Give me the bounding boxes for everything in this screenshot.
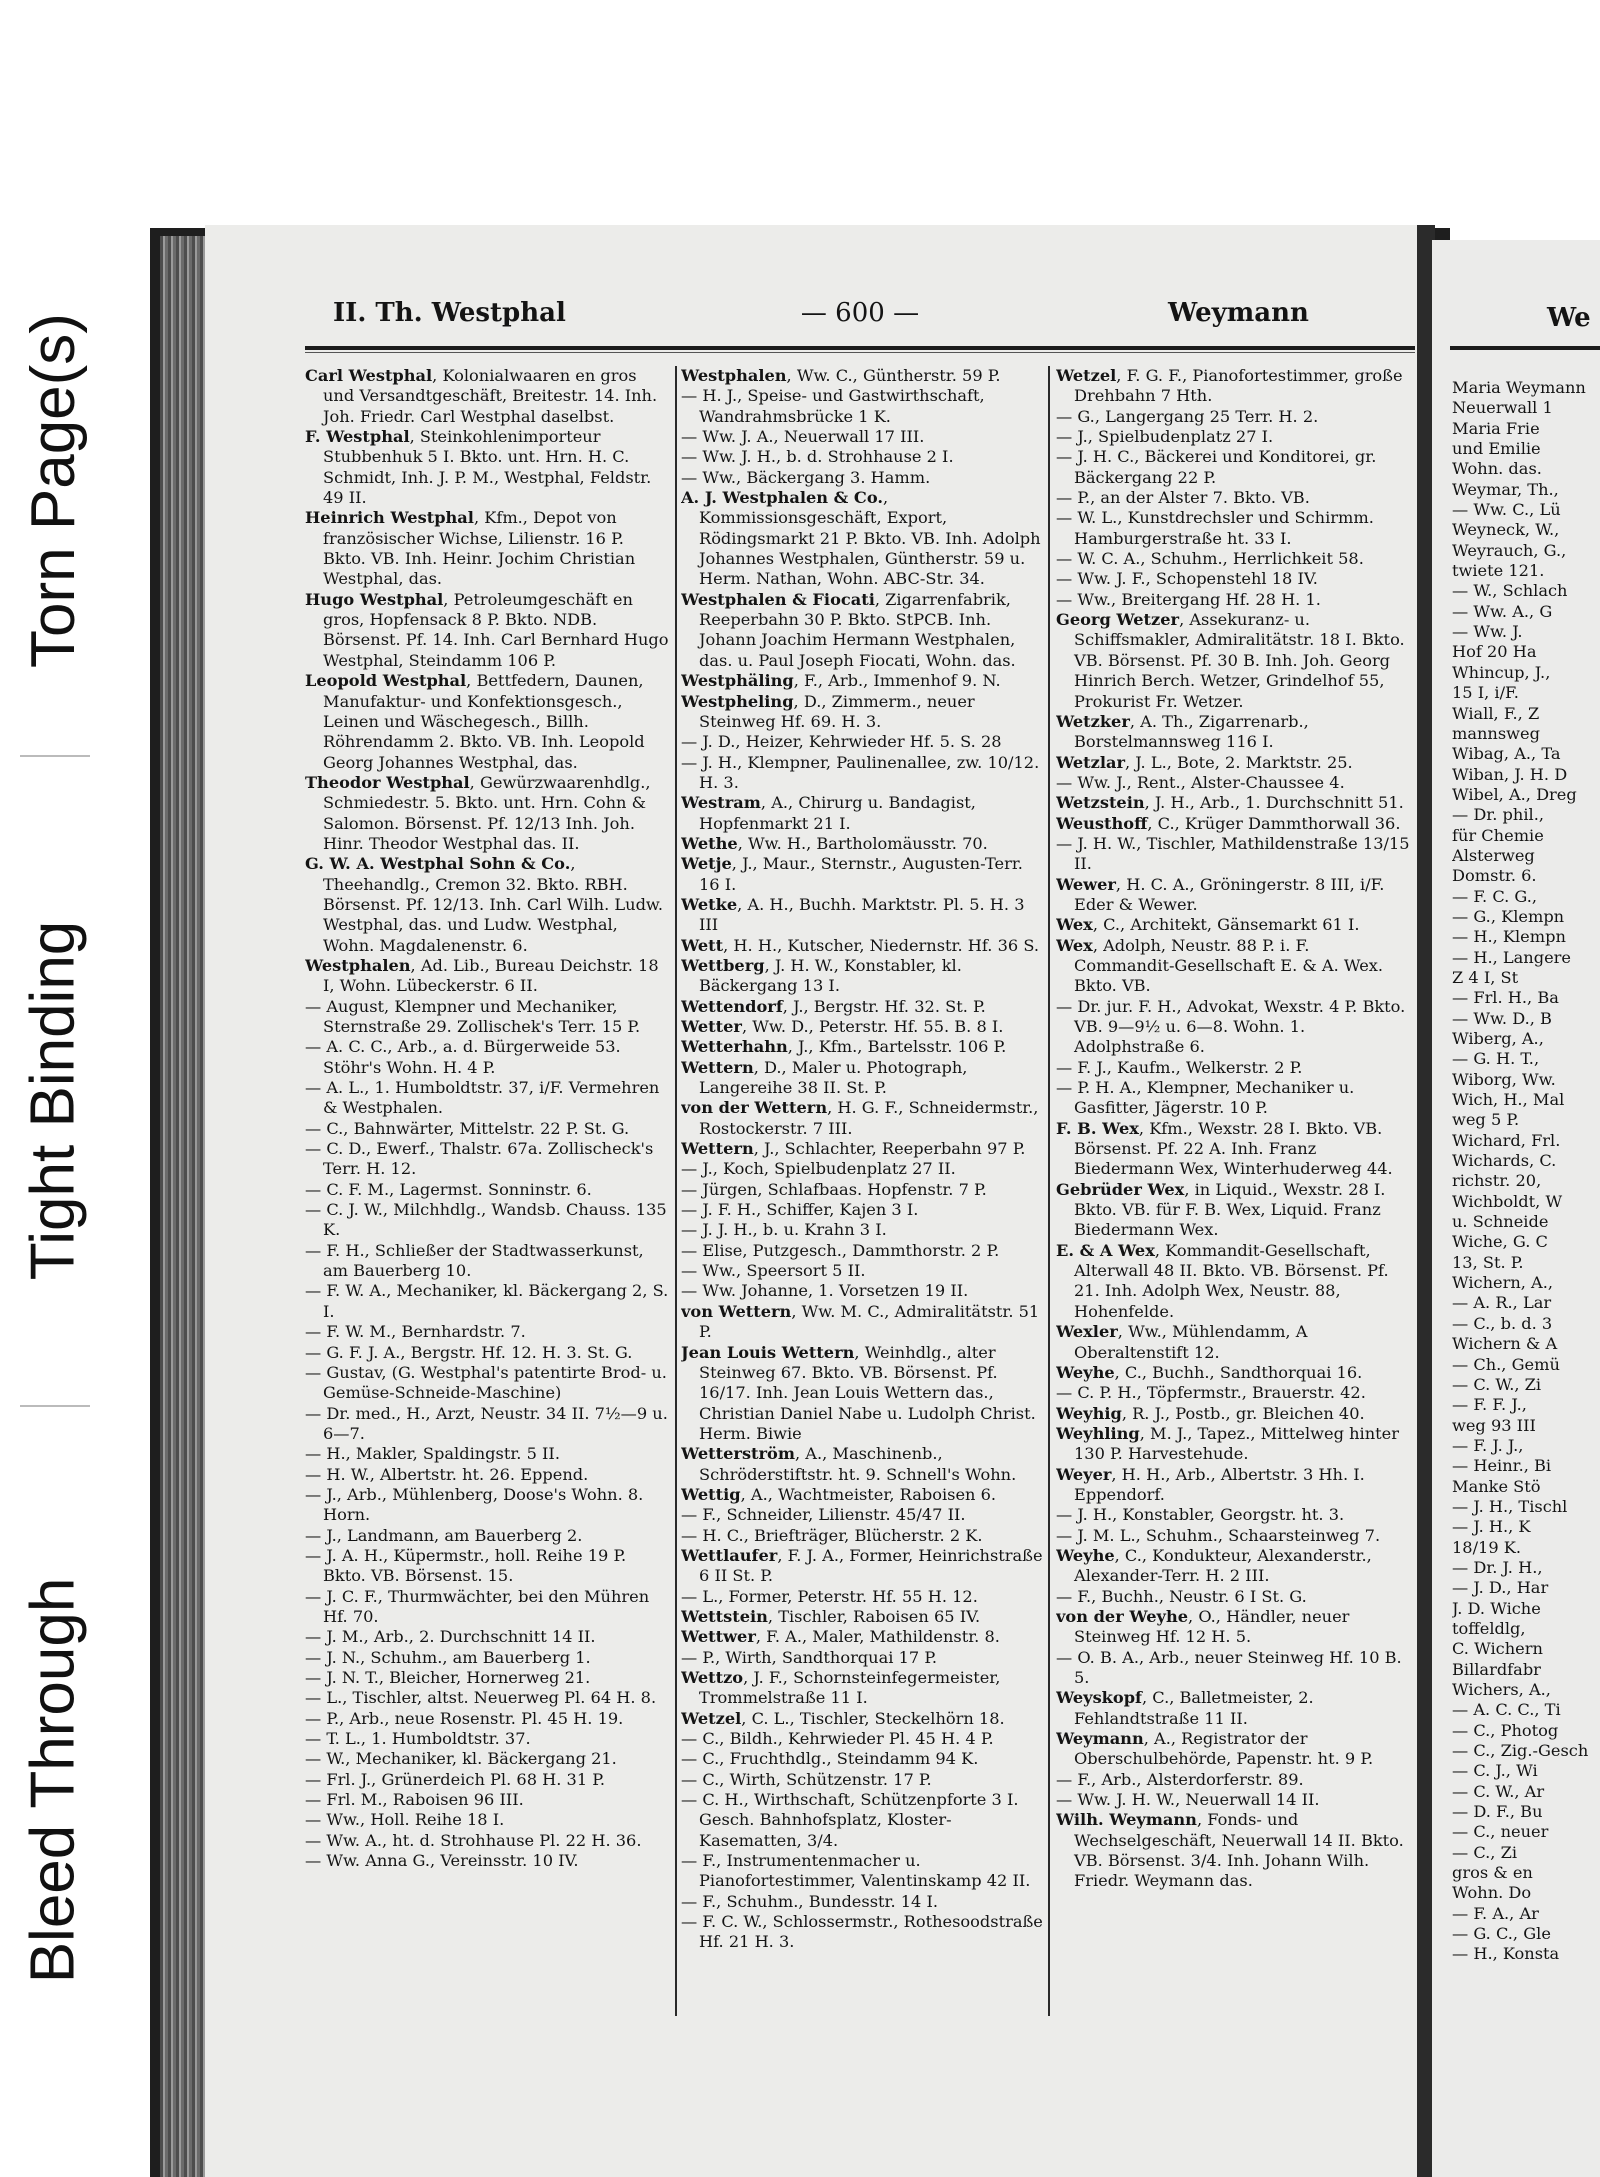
next-page-line: — J. H., K: [1452, 1517, 1531, 1537]
directory-entry: — Ww. A., ht. d. Strohhause Pl. 22 H. 36.: [305, 1830, 642, 1850]
directory-entry: — Frl. J., Grünerdeich Pl. 68 H. 31 P.: [305, 1769, 606, 1789]
directory-entry: Weusthoff, C., Krüger Dammthorwall 36.: [1056, 813, 1401, 833]
directory-entry: — G., Langergang 25 Terr. H. 2.: [1056, 406, 1319, 426]
next-page-line: Weyrauch, G.,: [1452, 540, 1567, 560]
directory-entry: Wexler, Ww., Mühlendamm, A Oberaltenstift 12.: [1056, 1322, 1308, 1362]
next-page-line: — C., neuer: [1452, 1822, 1549, 1842]
next-page-line: Wiborg, Ww.: [1452, 1069, 1556, 1089]
directory-entry: F. B. Wex, Kfm., Wexstr. 28 I. Bkto. VB. Börsenst. Pf. 22 A. Inh. Franz Biedermann Wex, Winterhuderweg 44.: [1056, 1118, 1393, 1179]
next-page-line: weg 5 P.: [1452, 1110, 1520, 1130]
next-page-line: — G., Klempn: [1452, 906, 1565, 926]
next-page-line: — Frl. H., Ba: [1452, 988, 1559, 1008]
directory-entry: — Ww. J. F., Schopenstehl 18 IV.: [1056, 569, 1318, 589]
directory-entry: von der Weyhe, O., Händler, neuer Steinweg Hf. 12 H. 5.: [1056, 1606, 1350, 1647]
next-page-line: twiete 121.: [1452, 561, 1545, 581]
next-page-line: — C. W., Zi: [1452, 1374, 1542, 1394]
directory-entry: — J. N. T., Bleicher, Hornerweg 21.: [305, 1668, 591, 1687]
directory-entry: Gebrüder Wex, in Liquid., Wexstr. 28 I. Bkto. VB. für F. B. Wex, Liquid. Franz Biedermann Wex.: [1056, 1179, 1386, 1240]
directory-entry: — P. H. A., Klempner, Mechaniker u. Gasfitter, Jägerstr. 10 P.: [1056, 1078, 1355, 1118]
next-page-line: — F. C. G.,: [1452, 886, 1538, 906]
next-page-line: — Ww. A., G: [1452, 601, 1553, 621]
directory-entry: — L., Tischler, altst. Neuerweg Pl. 64 H. 8.: [305, 1688, 657, 1708]
directory-entry: — J., Spielbudenplatz 27 I.: [1056, 427, 1274, 447]
directory-entry: — J. D., Heizer, Kehrwieder Hf. 5. S. 28: [681, 732, 1002, 752]
directory-entry: — A. C. C., Arb., a. d. Bürgerweide 53. Stöhr's Wohn. H. 4 P.: [305, 1037, 621, 1077]
directory-entry: — P., an der Alster 7. Bkto. VB.: [1056, 488, 1310, 508]
directory-entry: — C., Fruchthdlg., Steindamm 94 K.: [681, 1749, 979, 1769]
directory-column-2: [681, 366, 1043, 2026]
directory-entry: — F., Arb., Alsterdorferstr. 89.: [1056, 1769, 1304, 1789]
label-separator: [20, 755, 90, 757]
directory-entry: — P., Wirth, Sandthorquai 17 P.: [681, 1647, 938, 1667]
next-page-line: Maria Frie: [1452, 418, 1540, 438]
bleed-through-label: Bleed Through: [18, 1577, 88, 1983]
next-page-line: Whincup, J.,: [1452, 662, 1551, 682]
directory-entry: Wett, H. H., Kutscher, Niedernstr. Hf. 36 S.: [681, 935, 1039, 955]
directory-entry: Westphäling, F., Arb., Immenhof 9. N.: [681, 671, 1001, 691]
next-page-line: Maria Weymann: [1452, 378, 1586, 397]
directory-entry: Wilh. Weymann, Fonds- und Wechselgeschäft, Neuerwall 14 II. Bkto. VB. Börsenst. 3/4. Inh. Johann Wilh. Friedr. Weymann das.: [1056, 1810, 1404, 1891]
directory-entry: — F., Instrumentenmacher u. Pianofortestimmer, Valentinskamp 42 II.: [681, 1851, 1031, 1891]
directory-entry: — C. F. M., Lagermst. Sonninstr. 6.: [305, 1179, 592, 1199]
directory-entry: Wetzel, F. G. F., Pianofortestimmer, große Drehbahn 7 Hth.: [1056, 366, 1403, 406]
next-page-line: — C. W., Ar: [1452, 1781, 1545, 1801]
directory-entry: Wettig, A., Wachtmeister, Raboisen 6.: [681, 1484, 997, 1504]
directory-entry: — J. H., Konstabler, Georgstr. ht. 3.: [1056, 1505, 1345, 1525]
directory-entry: von der Wettern, H. G. F., Schneidermstr., Rostockerstr. 7 III.: [681, 1098, 1039, 1138]
directory-entry: — Dr. med., H., Arzt, Neustr. 34 II. 7½—9 u. 6—7.: [305, 1403, 668, 1443]
next-page-line: für Chemie: [1452, 825, 1544, 845]
directory-entry: — Ww., Breitergang Hf. 28 H. 1.: [1056, 589, 1321, 609]
directory-entry: — Ww., Speersort 5 II.: [681, 1261, 866, 1281]
next-page-line: — C. J., Wi: [1452, 1761, 1538, 1781]
directory-entry: Wettstein, Tischler, Raboisen 65 IV.: [681, 1606, 981, 1626]
next-page-line: Wichern, A.,: [1452, 1273, 1554, 1293]
next-page-line: Wichard, Frl.: [1452, 1130, 1561, 1150]
next-page-line: Wiban, J. H. D: [1452, 764, 1568, 784]
column-divider: [675, 366, 677, 2016]
directory-entry: — Ww. Johanne, 1. Vorsetzen 19 II.: [681, 1281, 969, 1301]
directory-entry: Wetje, J., Maur., Sternstr., Augusten-Terr. 16 I.: [681, 854, 1023, 894]
directory-entry: Wettern, J., Schlachter, Reeperbahn 97 P.: [681, 1139, 1026, 1159]
directory-entry: — F., Buchh., Neustr. 6 I St. G.: [1056, 1586, 1307, 1606]
next-page-line: Alsterweg: [1452, 845, 1535, 865]
next-page-line: — D. F., Bu: [1452, 1802, 1543, 1822]
next-page-line: gros & en: [1452, 1863, 1533, 1883]
next-page-line: Wiche, G. C: [1452, 1232, 1548, 1252]
directory-entry: — J. A. H., Küpermstr., holl. Reihe 19 P. Bkto. VB. Börsenst. 15.: [305, 1545, 627, 1586]
next-page-line: und Emilie: [1452, 439, 1541, 459]
directory-entry: Weyhig, R. J., Postb., gr. Bleichen 40.: [1056, 1403, 1365, 1423]
directory-entry: Wettern, D., Maler u. Photograph, Langereihe 38 II. St. P.: [681, 1057, 968, 1098]
directory-entry: — C. D., Ewerf., Thalstr. 67a. Zollischeck's Terr. H. 12.: [305, 1139, 654, 1179]
next-page-line: — A. C. C., Ti: [1452, 1700, 1561, 1720]
directory-entry: — H., Makler, Spaldingstr. 5 II.: [305, 1444, 560, 1464]
directory-entry: Wetzlar, J. L., Bote, 2. Marktstr. 25.: [1056, 752, 1353, 772]
directory-entry: — C., Wirth, Schützenstr. 17 P.: [681, 1769, 932, 1789]
next-page-line: — G. C., Gle: [1452, 1924, 1551, 1944]
next-page-line: 18/19 K.: [1452, 1537, 1522, 1557]
next-page-running-head: We: [1547, 303, 1591, 333]
next-page-line: Wiberg, A.,: [1452, 1029, 1544, 1048]
next-page-line: mannsweg: [1452, 723, 1540, 743]
directory-entry: — J. F. H., Schiffer, Kajen 3 I.: [681, 1200, 919, 1220]
directory-entry: — Dr. jur. F. H., Advokat, Wexstr. 4 P. Bkto. VB. 9—9½ u. 6—8. Wohn. 1. Adolphstraße 6.: [1056, 996, 1406, 1057]
next-page-line: Z 4 I, St: [1452, 967, 1519, 987]
next-page-line: — G. H. T.,: [1452, 1049, 1540, 1069]
directory-entry: Wetzstein, J. H., Arb., 1. Durchschnitt 51.: [1056, 793, 1404, 813]
directory-entry: — Jürgen, Schlafbaas. Hopfenstr. 7 P.: [681, 1179, 987, 1199]
next-page-line: — F. F. J.,: [1452, 1395, 1527, 1415]
next-page-line: — C., b. d. 3: [1452, 1313, 1553, 1333]
directory-entry: Jean Louis Wettern, Weinhdlg., alter Steinweg 67. Bkto. VB. Börsenst. Pf. 16/17. Inh. Jean Louis Wettern das., Christian Daniel Nabe u. Ludolph Christ. Herm. Biwie: [681, 1342, 1036, 1443]
directory-entry: — F. C. W., Schlossermstr., Rothesoodstraße Hf. 21 H. 3.: [681, 1912, 1043, 1952]
directory-entry: — A. L., 1. Humboldtstr. 37, i/F. Vermehren & Westphalen.: [305, 1078, 660, 1118]
running-head-left: II. Th. Westphal: [333, 298, 566, 328]
directory-entry: — P., Arb., neue Rosenstr. Pl. 45 H. 19.: [305, 1708, 624, 1728]
directory-entry: Wetzel, C. L., Tischler, Steckelhörn 18.: [681, 1708, 1005, 1728]
next-page-line: — J. D., Har: [1452, 1578, 1549, 1598]
directory-column-3: [1056, 366, 1412, 2026]
next-page-line: — H., Konsta: [1452, 1944, 1560, 1964]
next-page-rule: [1450, 346, 1600, 350]
next-page-line: Billardfabr: [1452, 1659, 1541, 1679]
directory-entry: Georg Wetzer, Assekuranz- u. Schiffsmakler, Admiralitätstr. 18 I. Bkto. VB. Börsenst. Pf. 30 B. Inh. Joh. Georg Hinrich Berch. Wetzer, Grindelhof 55, Prokurist Fr. Wetzer.: [1056, 610, 1405, 711]
directory-entry: — J. M. L., Schuhm., Schaarsteinweg 7.: [1056, 1525, 1381, 1545]
next-page-line: — H., Langere: [1452, 947, 1571, 967]
next-page-line: Wichboldt, W: [1452, 1191, 1563, 1211]
directory-entry: — F. W. A., Mechaniker, kl. Bäckergang 2, S. I.: [305, 1281, 669, 1321]
directory-entry: — C. H., Wirthschaft, Schützenpforte 3 I. Gesch. Bahnhofsplatz, Kloster-Kasematten, 3/4.: [681, 1790, 1019, 1850]
header-rule: [305, 346, 1415, 350]
directory-entry: — C. P. H., Töpfermstr., Brauerstr. 42.: [1056, 1383, 1366, 1403]
directory-entry: — Ww. J. A., Neuerwall 17 III.: [681, 427, 925, 447]
page-stack-edge: [160, 236, 208, 2177]
directory-entry: Heinrich Westphal, Kfm., Depot von französischer Wichse, Lilienstr. 16 P. Bkto. VB. Inh. Heinr. Jochim Christian Westphal, das.: [305, 508, 636, 589]
next-page-line: — Ww. C., Lü: [1452, 500, 1561, 520]
directory-entry: von Wettern, Ww. M. C., Admiralitätstr. 51 P.: [681, 1301, 1040, 1342]
next-page-line: Neuerwall 1: [1452, 398, 1553, 418]
next-page-line: C. Wichern: [1452, 1639, 1543, 1659]
directory-entry: — J. M., Arb., 2. Durchschnitt 14 II.: [305, 1627, 596, 1647]
directory-entry: Westram, A., Chirurg u. Bandagist, Hopfenmarkt 21 I.: [681, 793, 976, 833]
directory-entry: Wettzo, J. F., Schornsteinfegermeister, Trommelstraße 11 I.: [681, 1668, 1001, 1708]
next-page-line: — J. H., Tischl: [1452, 1496, 1568, 1516]
next-page-line: — C., Zi: [1452, 1842, 1518, 1862]
directory-entry: — W. L., Kunstdrechsler und Schirmm. Hamburgerstraße ht. 33 I.: [1056, 508, 1374, 548]
directory-entry: — W., Mechaniker, kl. Bäckergang 21.: [305, 1749, 617, 1769]
directory-entry: — J., Arb., Mühlenberg, Doose's Wohn. 8. Horn.: [305, 1484, 644, 1525]
directory-entry: Wettendorf, J., Bergstr. Hf. 32. St. P.: [681, 996, 986, 1016]
directory-entry: Westphalen, Ad. Lib., Bureau Deichstr. 18 I, Wohn. Lübeckerstr. 6 II.: [305, 955, 659, 996]
directory-entry: — J., Koch, Spielbudenplatz 27 II.: [681, 1159, 956, 1179]
page-number: — 600 —: [800, 298, 920, 328]
directory-entry: Westphalen, Ww. C., Güntherstr. 59 P.: [681, 366, 1001, 385]
directory-entry: — Frl. M., Raboisen 96 III.: [305, 1790, 524, 1810]
directory-entry: — J., Landmann, am Bauerberg 2.: [305, 1525, 583, 1545]
next-page-line: weg 93 III: [1452, 1415, 1536, 1435]
directory-entry: — F., Schneider, Lilienstr. 45/47 II.: [681, 1505, 966, 1525]
next-page-line: — Dr. phil.,: [1452, 805, 1544, 825]
directory-entry: — W. C. A., Schuhm., Herrlichkeit 58.: [1056, 549, 1364, 569]
next-page-line: — W., Schlach: [1452, 581, 1568, 601]
directory-entry: Wethe, Ww. H., Bartholomäusstr. 70.: [681, 833, 988, 853]
next-page-line: Wohn. Do: [1452, 1883, 1532, 1903]
next-page-line: Wibel, A., Dreg: [1452, 784, 1577, 804]
directory-entry: — Ww. Anna G., Vereinsstr. 10 IV.: [305, 1851, 579, 1871]
column-divider: [1048, 366, 1050, 2016]
next-page-line: — F. J. J.,: [1452, 1435, 1524, 1455]
header-rule-thin: [305, 352, 1415, 353]
next-page-line: 15 I, i/F.: [1452, 683, 1519, 703]
next-page-line: 13, St. P.: [1452, 1252, 1524, 1272]
next-page-line: — H., Klempn: [1452, 927, 1566, 947]
directory-entry: — H. J., Speise- und Gastwirthschaft, Wandrahmsbrücke 1 K.: [681, 386, 985, 426]
directory-entry: Carl Westphal, Kolonialwaaren en gros und Versandtgeschäft, Breitestr. 14. Inh. Joh. Friedr. Carl Westphal daselbst.: [305, 366, 658, 426]
next-page-line: toffeldlg,: [1452, 1618, 1526, 1638]
directory-entry: — J. H., Klempner, Paulinenallee, zw. 10/12. H. 3.: [681, 752, 1040, 792]
next-page-line: Wich, H., Mal: [1452, 1090, 1565, 1110]
directory-entry: Weyhe, C., Kondukteur, Alexanderstr., Alexander-Terr. H. 2 III.: [1056, 1545, 1372, 1586]
next-page-line: — Ch., Gemü: [1452, 1354, 1560, 1374]
directory-entry: — F., Schuhm., Bundesstr. 14 I.: [681, 1891, 939, 1911]
directory-entry: Theodor Westphal, Gewürzwaarenhdlg., Schmiedestr. 5. Bkto. unt. Hrn. Cohn & Salomon. Börsenst. Pf. 12/13 Inh. Joh. Hinr. Theodor Westphal das. II.: [305, 772, 651, 853]
next-page-line: Weymar, Th.,: [1452, 479, 1559, 499]
directory-entry: Hugo Westphal, Petroleumgeschäft en gros, Hopfensack 8 P. Bkto. NDB. Börsenst. Pf. 14. Inh. Carl Bernhard Hugo Westphal, Steindamm 106 P.: [305, 589, 669, 670]
next-page-line: — C., Photog: [1452, 1720, 1559, 1740]
next-page-line: — C., Zig.-Gesch: [1452, 1741, 1589, 1761]
next-page-line: — Ww. J.: [1452, 622, 1523, 642]
directory-entry: E. & A Wex, Kommandit-Gesellschaft, Alterwall 48 II. Bkto. VB. Börsenst. Pf. 21. Inh. Adolph Wex, Neustr. 88, Hohenfelde.: [1056, 1240, 1389, 1321]
torn-pages-label: Torn Page(s): [18, 312, 88, 668]
directory-entry: — C. J. W., Milchhdlg., Wandsb. Chauss. 135 K.: [305, 1200, 667, 1240]
directory-entry: — H. C., Briefträger, Blücherstr. 2 K.: [681, 1525, 983, 1545]
directory-entry: — Ww., Bäckergang 3. Hamm.: [681, 467, 931, 487]
tight-binding-label: Tight Binding: [18, 920, 88, 1280]
next-page-line: J. D. Wiche: [1452, 1598, 1541, 1618]
next-page-line: — A. R., Lar: [1452, 1293, 1552, 1313]
next-page-line: richstr. 20,: [1452, 1171, 1542, 1191]
label-separator: [20, 1405, 90, 1407]
directory-entry: Wetzker, A. Th., Zigarrenarb., Borstelmannsweg 116 I.: [1056, 711, 1309, 752]
directory-entry: — T. L., 1. Humboldtstr. 37.: [305, 1729, 531, 1749]
next-page-line: Weyneck, W.,: [1452, 520, 1560, 540]
next-page-line: — Ww. D., B: [1452, 1008, 1552, 1028]
directory-entry: — F. J., Kaufm., Welkerstr. 2 P.: [1056, 1057, 1303, 1077]
directory-entry: — J. C. F., Thurmwächter, bei den Mühren Hf. 70.: [305, 1586, 650, 1626]
directory-entry: — G. F. J. A., Bergstr. Hf. 12. H. 3. St. G.: [305, 1342, 633, 1362]
directory-entry: — Ww. J., Rent., Alster-Chaussee 4.: [1056, 772, 1345, 792]
directory-entry: — J. N., Schuhm., am Bauerberg 1.: [305, 1647, 591, 1667]
directory-entry: Wetterström, A., Maschinenb., Schröderstiftstr. ht. 9. Schnell's Wohn.: [681, 1444, 1017, 1484]
directory-entry: Wetke, A. H., Buchh. Marktstr. Pl. 5. H. 3 III: [681, 894, 1025, 935]
next-page-line: Wibag, A., Ta: [1452, 744, 1561, 764]
directory-entry: Wetter, Ww. D., Peterstr. Hf. 55. B. 8 I.: [681, 1017, 1004, 1036]
directory-entry: — August, Klempner und Mechaniker, Sternstraße 29. Zollischek's Terr. 15 P.: [305, 996, 641, 1036]
directory-entry: — Gustav, (G. Westphal's patentirte Brod- u. Gemüse-Schneide-Maschine): [305, 1362, 667, 1403]
directory-entry: — F. H., Schließer der Stadtwasserkunst, am Bauerberg 10.: [305, 1240, 644, 1281]
directory-entry: Weyhling, M. J., Tapez., Mittelweg hinter 130 P. Harvestehude.: [1056, 1423, 1399, 1464]
directory-entry: — F. W. M., Bernhardstr. 7.: [305, 1322, 526, 1342]
next-page-line: Wichards, C.: [1452, 1151, 1557, 1171]
directory-entry: Westphalen & Fiocati, Zigarrenfabrik, Reeperbahn 30 P. Bkto. StPCB. Inh. Johann Joachim Hermann Westphalen, das. u. Paul Joseph Fiocati, Wohn. das.: [681, 589, 1016, 670]
directory-entry: Weyhe, C., Buchh., Sandthorquai 16.: [1056, 1362, 1363, 1382]
next-page-column: [1452, 378, 1600, 2038]
directory-entry: — C., Bahnwärter, Mittelstr. 22 P. St. G.: [305, 1118, 630, 1138]
directory-entry: — C., Bildh., Kehrwieder Pl. 45 H. 4 P.: [681, 1729, 994, 1749]
directory-column-1: [305, 366, 671, 2026]
next-page-line: Wichers, A.,: [1452, 1680, 1551, 1699]
next-page-line: Wohn. das.: [1452, 459, 1542, 479]
running-head-right: Weymann: [1168, 298, 1309, 328]
directory-entry: — J. H. W., Tischler, Mathildenstraße 13/15 II.: [1056, 833, 1410, 874]
directory-entry: Weyskopf, C., Balletmeister, 2. Fehlandtstraße 11 II.: [1056, 1688, 1314, 1728]
directory-entry: Weyer, H. H., Arb., Albertstr. 3 Hh. I. Eppendorf.: [1056, 1464, 1365, 1504]
directory-entry: Wettwer, F. A., Maler, Mathildenstr. 8.: [681, 1627, 1000, 1647]
directory-entry: Wex, C., Architekt, Gänsemarkt 61 I.: [1056, 915, 1360, 935]
directory-entry: Wettlaufer, F. J. A., Former, Heinrichstraße 6 II St. P.: [681, 1545, 1043, 1586]
directory-entry: — J. J. H., b. u. Krahn 3 I.: [681, 1220, 887, 1240]
directory-entry: Wewer, H. C. A., Gröningerstr. 8 III, i/F. Eder & Wewer.: [1056, 874, 1385, 914]
directory-entry: — O. B. A., Arb., neuer Steinweg Hf. 10 B. 5.: [1056, 1647, 1402, 1687]
next-page-line: Wichern & A: [1452, 1334, 1558, 1354]
directory-entry: Westpheling, D., Zimmerm., neuer Steinweg Hf. 69. H. 3.: [681, 691, 975, 731]
directory-entry: — Elise, Putzgesch., Dammthorstr. 2 P.: [681, 1240, 1000, 1260]
next-page-line: Manke Stö: [1452, 1476, 1541, 1496]
directory-entry: A. J. Westphalen & Co., Kommissionsgeschäft, Export, Rödingsmarkt 21 P. Bkto. VB. Inh. Adolph Johannes Westphalen, Güntherstr. 59 u. Herm. Nathan, Wohn. ABC-Str. 34.: [681, 488, 1041, 589]
directory-entry: F. Westphal, Steinkohlenimporteur Stubbenhuk 5 I. Bkto. unt. Hrn. H. C. Schmidt, Inh. J. P. M., Westphal, Feldstr. 49 II.: [305, 427, 652, 508]
directory-entry: Weymann, A., Registrator der Oberschulbehörde, Papenstr. ht. 9 P.: [1056, 1729, 1374, 1769]
next-page-line: u. Schneide: [1452, 1212, 1549, 1232]
directory-entry: Wettberg, J. H. W., Konstabler, kl. Bäckergang 13 I.: [681, 955, 962, 996]
next-page-line: — F. A., Ar: [1452, 1903, 1539, 1923]
directory-entry: — Ww. J. H. W., Neuerwall 14 II.: [1056, 1790, 1320, 1810]
directory-entry: Wetterhahn, J., Kfm., Bartelsstr. 106 P.: [681, 1037, 1007, 1057]
directory-entry: — Ww. J. H., b. d. Strohhause 2 I.: [681, 447, 954, 467]
directory-entry: Wex, Adolph, Neustr. 88 P. i. F. Commandit-Gesellschaft E. & A. Wex. Bkto. VB.: [1056, 935, 1384, 996]
next-page-line: — Dr. J. H.,: [1452, 1557, 1543, 1577]
next-page-line: Domstr. 6.: [1452, 866, 1537, 886]
next-page-line: Hof 20 Ha: [1452, 642, 1537, 662]
next-page-line: — Heinr., Bi: [1452, 1456, 1552, 1476]
next-page-line: Wiall, F., Z: [1452, 703, 1540, 723]
directory-entry: — J. H. C., Bäckerei und Konditorei, gr. Bäckergang 22 P.: [1056, 447, 1377, 487]
directory-entry: G. W. A. Westphal Sohn & Co., Theehandlg., Cremon 32. Bkto. RBH. Börsenst. Pf. 12/13. Inh. Carl Wilh. Ludw. Westphal, das. und Ludw. Westphal, Wohn. Magdalenenstr. 6.: [305, 854, 664, 955]
directory-entry: — Ww., Holl. Reihe 18 I.: [305, 1810, 505, 1830]
directory-entry: — L., Former, Peterstr. Hf. 55 H. 12.: [681, 1586, 978, 1606]
directory-entry: — H. W., Albertstr. ht. 26. Eppend.: [305, 1464, 589, 1484]
directory-entry: Leopold Westphal, Bettfedern, Daunen, Manufaktur- und Konfektionsgesch., Leinen und Wäschegesch., Billh. Röhrendamm 2. Bkto. VB. Inh. Leopold Georg Johannes Westphal, das.: [305, 671, 645, 772]
